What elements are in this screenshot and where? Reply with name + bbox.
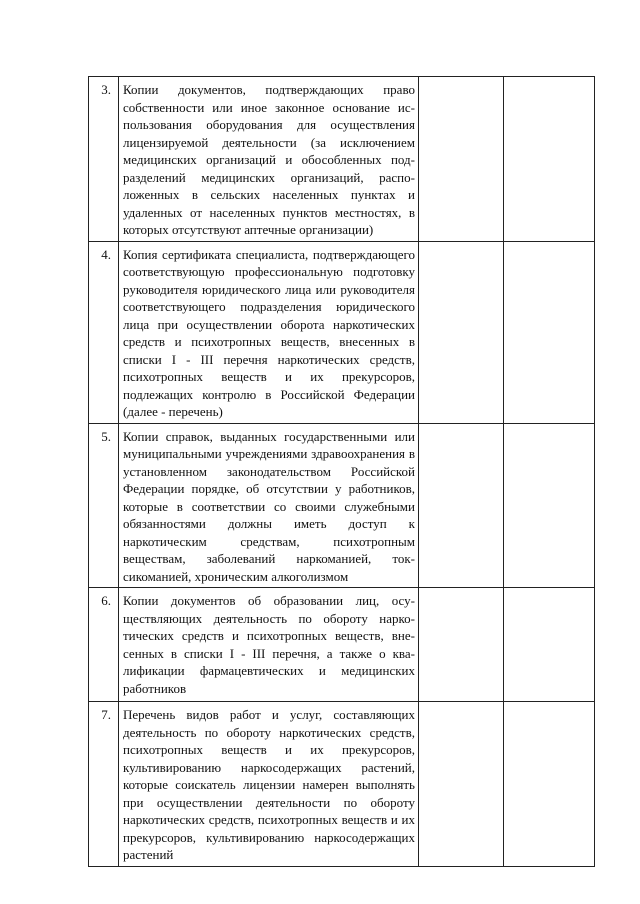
row-cell-col4 [504, 77, 595, 242]
row-cell-col3 [419, 702, 504, 867]
row-text: Копии документов об образовании лиц, осуществляющих деятельность по обороту наркотических средств и психотропных веществ, внесенных в списки I - III перечня, а также о квалификации фармацевтических и медицинских работников [119, 588, 419, 702]
row-cell-col3 [419, 241, 504, 423]
row-number: 7. [89, 702, 119, 867]
row-number: 5. [89, 423, 119, 588]
row-cell-col4 [504, 241, 595, 423]
row-number: 6. [89, 588, 119, 702]
row-number: 3. [89, 77, 119, 242]
requirements-table [88, 76, 595, 867]
row-number: 4. [89, 241, 119, 423]
row-text: Копии документов, подтверждающих право собственности или иное законное основание использования оборудования для осуществления лицензируемой деятельности (за исключением медицинских организаций и обособленных подразделений медицинских организаций, расположенных в сельских населенных пунктах и удаленных от населенных пунктов местностях, в которых отсутствуют аптечные организации) [119, 77, 419, 242]
row-text: Копия сертификата специалиста, подтверждающего соответствующую профессиональную подготовку руководителя юридического лица или руководителя соответствующего подразделения юридического лица при осуществлении оборота наркотических средств и психотропных веществ, внесенных в списки I - III перечня наркотических средств, психотропных веществ и их прекурсоров, подлежащих контролю в Российской Федерации (далее - перечень) [119, 241, 419, 423]
table-row [89, 588, 595, 702]
table-row [89, 702, 595, 867]
row-cell-col4 [504, 702, 595, 867]
row-text: Перечень видов работ и услуг, составляющих деятельность по обороту наркотических средств, психотропных веществ и их прекурсоров, культивированию наркосодержащих растений, которые соискатель лицензии намерен выполнять при осуществлении деятельности по обороту наркотических средств, психотропных веществ и их прекурсоров, культивированию наркосодержащих растений [119, 702, 419, 867]
row-cell-col3 [419, 423, 504, 588]
row-cell-col3 [419, 77, 504, 242]
table-row [89, 423, 595, 588]
row-cell-col4 [504, 423, 595, 588]
row-text: Копии справок, выданных государственными или муниципальными учреждениями здравоохранения в установленном законодательством Российской Федерации порядке, об отсутствии у работников, которые в соответствии со своими служебными обязанностями должны иметь доступ к наркотическим средствам, психотропным веществам, заболеваний наркоманией, токсикоманией, хроническим алкоголизмом [119, 423, 419, 588]
row-cell-col4 [504, 588, 595, 702]
row-cell-col3 [419, 588, 504, 702]
table-row [89, 241, 595, 423]
table-row [89, 77, 595, 242]
